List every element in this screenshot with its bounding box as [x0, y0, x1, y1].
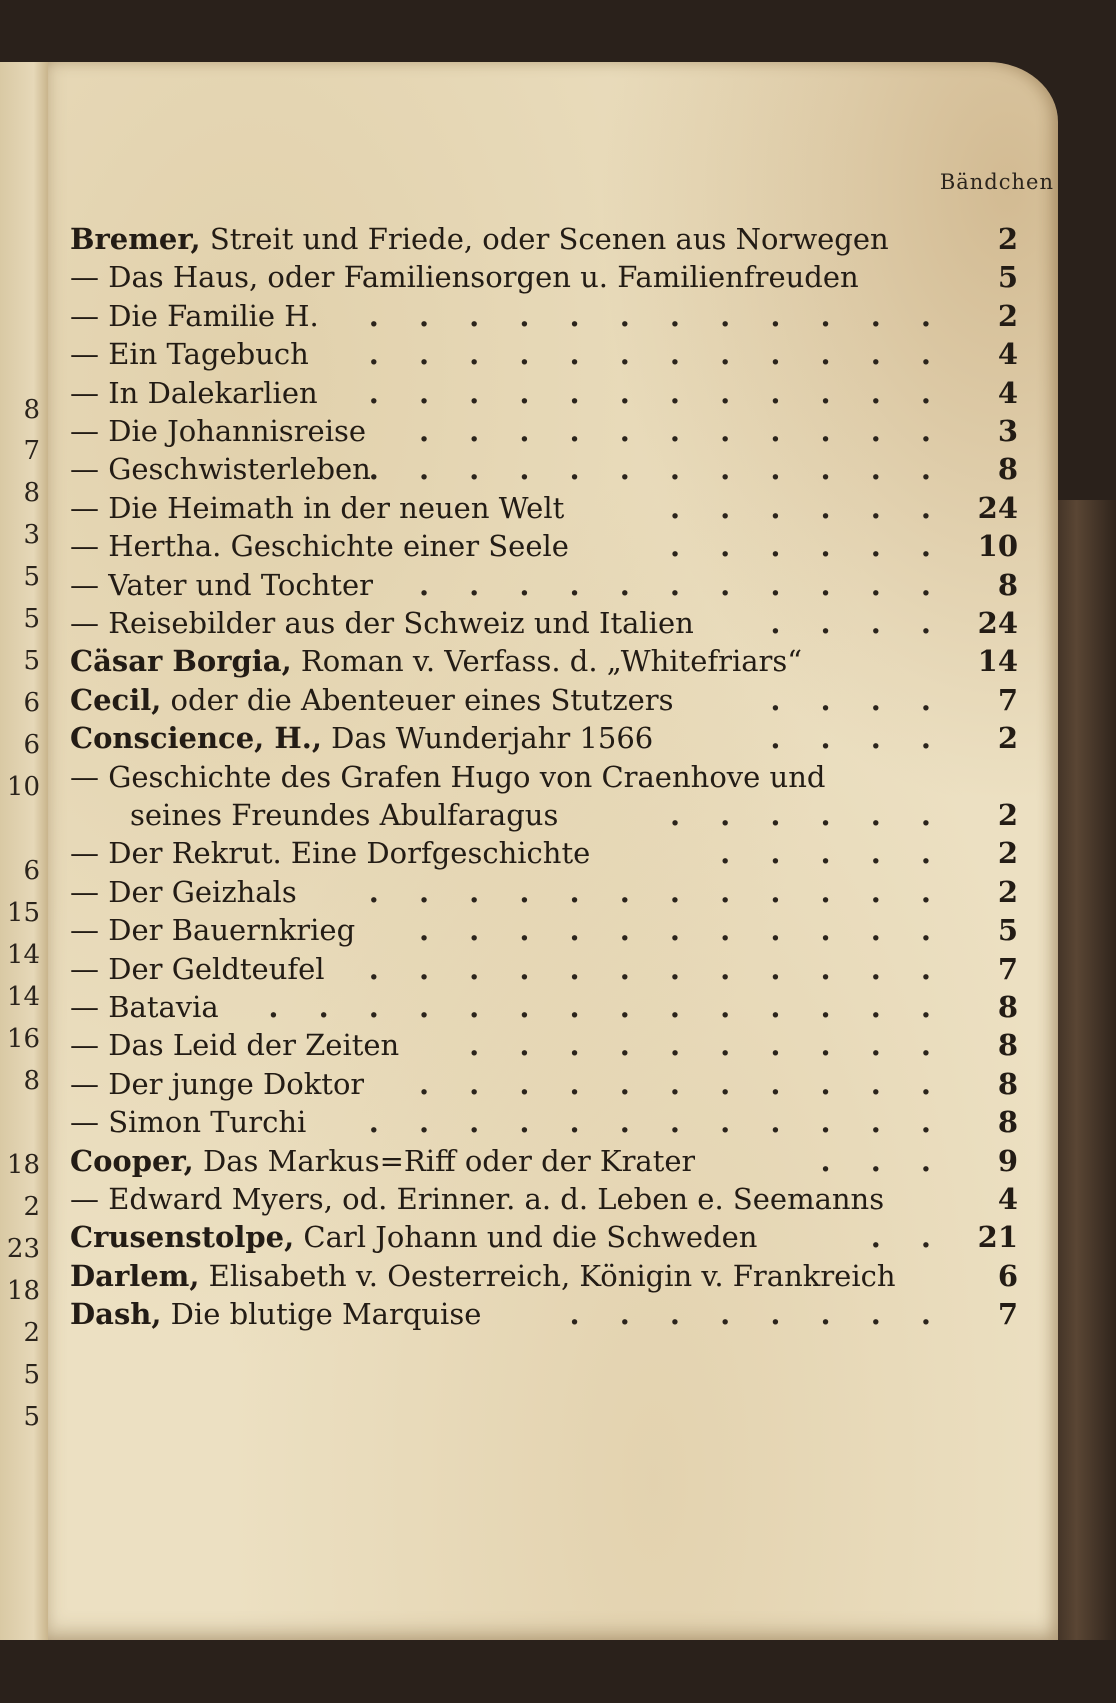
entry-title — [70, 414, 366, 448]
catalog-entry — [70, 299, 1018, 339]
entry-volume-count: 4 — [997, 337, 1018, 372]
entry-title-text: — Batavia — [70, 990, 219, 1024]
entry-title-text: — Der Geizhals — [70, 874, 297, 909]
dot-leader: . . . . — [770, 682, 946, 717]
catalog-entry — [70, 798, 1018, 838]
previous-page-number: 5 — [23, 646, 40, 676]
entry-title — [130, 798, 558, 832]
dot-leader: . . . . . . . . . . . . — [368, 874, 946, 909]
catalog-entry — [70, 414, 1018, 454]
previous-page-number: 7 — [23, 436, 40, 466]
entry-volume-count: 2 — [997, 298, 1018, 333]
previous-page-number: 6 — [23, 688, 40, 718]
dot-leader: . . . . . . . . . . . . — [368, 337, 946, 372]
entry-title — [70, 491, 564, 525]
entry-volume-count: 21 — [977, 1220, 1018, 1255]
entry-author: Dash, — [70, 1297, 162, 1332]
catalog-entry — [70, 260, 1018, 300]
entry-volume-count: 14 — [977, 644, 1018, 679]
entry-author: Darlem, — [70, 1258, 200, 1293]
entry-volume-count: 8 — [997, 990, 1018, 1024]
catalog-entry — [70, 568, 1018, 608]
entry-volume-count: 2 — [997, 874, 1018, 909]
entry-author: Cäsar Borgia, — [70, 644, 292, 679]
column-header-volumes: Bändchen — [939, 170, 1054, 194]
entry-volume-count: 7 — [997, 951, 1018, 986]
entry-author: Conscience, H., — [70, 721, 322, 756]
dot-leader: . . . . . . . . . . . — [418, 414, 946, 448]
entry-title — [70, 1259, 896, 1293]
entry-volume-count: 2 — [997, 836, 1018, 871]
catalog-entry — [70, 683, 1018, 723]
previous-page-number: 15 — [6, 898, 40, 928]
entry-title — [70, 529, 569, 563]
dot-leader: . . . . . . . . . . . . — [368, 375, 946, 410]
entry-author: Cooper, — [70, 1143, 194, 1178]
dot-leader: . . . . — [770, 721, 946, 756]
entry-title-text: Streit und Friede, oder Scenen aus Norwegen — [200, 222, 889, 256]
entry-volume-count: 8 — [997, 567, 1018, 602]
entry-title-text: — Die Familie H. — [70, 298, 319, 333]
dot-leader: . . . . . . . . — [569, 1297, 946, 1332]
entry-title — [70, 1028, 399, 1062]
entry-volume-count: 24 — [977, 490, 1018, 525]
previous-page-number: 14 — [6, 982, 40, 1012]
entry-title — [70, 1067, 364, 1101]
entry-volume-count: 2 — [997, 798, 1018, 832]
entry-title-text: — Die Heimath in der neuen Welt — [70, 490, 565, 525]
entry-author: Cecil, — [70, 682, 162, 717]
dot-leader: . . . — [820, 1143, 946, 1178]
catalog-entry — [70, 990, 1018, 1030]
catalog-entry — [70, 1259, 1018, 1299]
catalog-entry — [70, 1182, 1018, 1222]
previous-page-number: 5 — [23, 604, 40, 634]
catalog-entry — [70, 952, 1018, 992]
entry-volume-count: 2 — [997, 222, 1018, 256]
dot-leader: . . . . . — [720, 836, 946, 871]
previous-page-number: 6 — [23, 856, 40, 886]
previous-page-number: 23 — [6, 1234, 40, 1264]
entry-title — [70, 299, 319, 333]
entry-title-text: oder die Abenteuer eines Stutzers — [161, 682, 674, 717]
dot-leader: . . . . . . . . . . . . — [368, 1105, 946, 1140]
entry-title — [70, 568, 373, 602]
entry-volume-count: 8 — [997, 1066, 1018, 1101]
previous-page-number: 16 — [6, 1024, 40, 1054]
previous-page-number: 14 — [6, 940, 40, 970]
entry-volume-count: 10 — [977, 529, 1018, 564]
entry-title — [70, 1297, 481, 1331]
entry-title — [70, 606, 694, 640]
entry-title-text: — Reisebilder aus der Schweiz und Italien — [70, 606, 694, 640]
entry-volume-count: 5 — [997, 913, 1018, 948]
entry-volume-count: 4 — [997, 375, 1018, 410]
previous-page-number: 8 — [23, 478, 40, 508]
entry-title-text: Die blutige Marquise — [161, 1297, 482, 1332]
catalog-entry — [70, 913, 1018, 953]
entry-volume-count: 8 — [997, 452, 1018, 487]
entry-volume-count: 7 — [997, 1297, 1018, 1332]
entry-volume-count: 8 — [997, 1028, 1018, 1063]
previous-page-number: 5 — [23, 1402, 40, 1432]
catalog-entry — [70, 1067, 1018, 1107]
dot-leader: . . — [870, 1220, 946, 1255]
entry-volume-count: 5 — [997, 260, 1018, 295]
entry-title — [70, 952, 325, 986]
catalog-entry — [70, 836, 1018, 876]
previous-page-number: 2 — [23, 1318, 40, 1348]
entry-volume-count: 6 — [997, 1258, 1018, 1293]
entry-title — [70, 875, 297, 909]
dot-leader: . . . . . . . . . . . . — [368, 298, 946, 333]
previous-page-number: 18 — [6, 1276, 40, 1306]
entry-title — [70, 1182, 884, 1216]
dot-leader: . . . . . . — [669, 798, 946, 832]
entry-author: Crusenstolpe, — [70, 1220, 295, 1255]
entry-volume-count: 2 — [997, 721, 1018, 756]
catalog-entry — [70, 529, 1018, 569]
entry-title — [70, 452, 371, 486]
catalog-entry — [70, 222, 1018, 262]
previous-page-number: 8 — [23, 1066, 40, 1096]
entry-title-text: — Der junge Doktor — [70, 1066, 365, 1101]
entry-title-text: — Das Leid der Zeiten — [70, 1028, 400, 1063]
entry-title — [70, 683, 674, 717]
dot-leader: . . . . . . . . . . . — [418, 913, 946, 948]
entry-volume-count: 8 — [997, 1105, 1018, 1140]
catalog-entry — [70, 337, 1018, 377]
entry-volume-count: 24 — [977, 606, 1018, 640]
catalog-entry — [70, 644, 1018, 684]
previous-page-number: 3 — [23, 520, 40, 550]
entry-title-text: — Die Johannisreise — [70, 414, 367, 448]
previous-page-number: 18 — [6, 1150, 40, 1180]
catalog-entry — [70, 1297, 1018, 1337]
entry-title — [70, 1220, 757, 1254]
dot-leader: . . . . . . . . . . . . — [368, 452, 946, 487]
entry-title-text: — Das Haus, oder Familiensorgen u. Familienfreuden — [70, 260, 859, 295]
catalog-entry — [70, 721, 1018, 761]
entry-title — [70, 1105, 306, 1139]
entry-title-text: — Edward Myers, od. Erinner. a. d. Leben e. Seemanns — [70, 1182, 885, 1216]
dot-leader: . . . . . . — [669, 490, 946, 525]
entry-title-text: — In Dalekarlien — [70, 375, 318, 410]
entry-title — [70, 260, 859, 294]
entry-title — [70, 760, 825, 794]
catalog-entry — [70, 1144, 1018, 1184]
dot-leader: . . . . . . . . . . — [469, 1028, 946, 1063]
entry-title — [70, 376, 318, 410]
entry-title-text: Das Markus=Riff oder der Krater — [193, 1143, 696, 1178]
entry-volume-count: 7 — [997, 682, 1018, 717]
entry-title-text: — Geschwisterleben — [70, 452, 371, 487]
entry-title-text: — Der Geldteufel — [70, 951, 325, 986]
previous-page-number: 6 — [23, 730, 40, 760]
entry-title — [70, 337, 309, 371]
previous-page-number: 2 — [23, 1192, 40, 1222]
entry-title-text: — Der Rekrut. Eine Dorfgeschichte — [70, 836, 591, 871]
entry-author: Bremer, — [70, 222, 201, 256]
entry-title-text: — Simon Turchi — [70, 1105, 307, 1140]
dot-leader: . . . . . . . . . . . — [418, 567, 946, 602]
entry-volume-count: 9 — [997, 1143, 1018, 1178]
entry-title — [70, 721, 653, 755]
catalog-entry — [70, 606, 1018, 646]
entry-title — [70, 836, 590, 870]
entry-volume-count: 4 — [997, 1182, 1018, 1216]
dot-leader: . . . . . . . . . . . — [418, 1066, 946, 1101]
entry-volume-count: 3 — [997, 414, 1018, 448]
entry-title — [70, 222, 889, 256]
entry-title-text: — Hertha. Geschichte einer Seele — [70, 529, 569, 564]
previous-page-number: 5 — [23, 562, 40, 592]
entry-title — [70, 1144, 695, 1178]
entry-title-text: — Der Bauernkrieg — [70, 913, 356, 948]
catalog-entry — [70, 875, 1018, 915]
dot-leader: . . . . — [770, 606, 946, 640]
entry-title-text: Carl Johann und die Schweden — [294, 1220, 758, 1255]
entry-title — [70, 990, 219, 1024]
catalog-entry — [70, 491, 1018, 531]
entry-title-text: Roman v. Verfass. d. „Whitefriars“ — [291, 644, 803, 679]
entry-title-text: — Vater und Tochter — [70, 567, 373, 602]
catalog-entry — [70, 452, 1018, 492]
entry-title-text: Elisabeth v. Oesterreich, Königin v. Frankreich — [199, 1258, 896, 1293]
entry-title-text: Das Wunderjahr 1566 — [321, 721, 654, 756]
catalog-entry — [70, 1220, 1018, 1260]
catalog-entry — [70, 376, 1018, 416]
entry-title-text: — Geschichte des Grafen Hugo von Craenhove und — [70, 759, 826, 794]
catalog-entry — [70, 1028, 1018, 1068]
entry-title — [70, 644, 802, 678]
dot-leader: . . . . . . . . . . . . . . — [268, 990, 946, 1024]
entry-title-text: seines Freundes Abulfaragus — [130, 798, 559, 832]
catalog-entry — [70, 760, 1018, 800]
previous-page-edge — [0, 62, 48, 1640]
entry-title-text: — Ein Tagebuch — [70, 337, 309, 372]
previous-page-number: 10 — [6, 772, 40, 802]
dot-leader: . . . . . . . . . . . . — [368, 951, 946, 986]
dot-leader: . . . . . . — [669, 529, 946, 564]
catalog-entry — [70, 1105, 1018, 1145]
book-back-cover — [1050, 500, 1116, 1640]
entry-title — [70, 913, 355, 947]
previous-page-number: 5 — [23, 1360, 40, 1390]
previous-page-number: 8 — [23, 395, 40, 425]
